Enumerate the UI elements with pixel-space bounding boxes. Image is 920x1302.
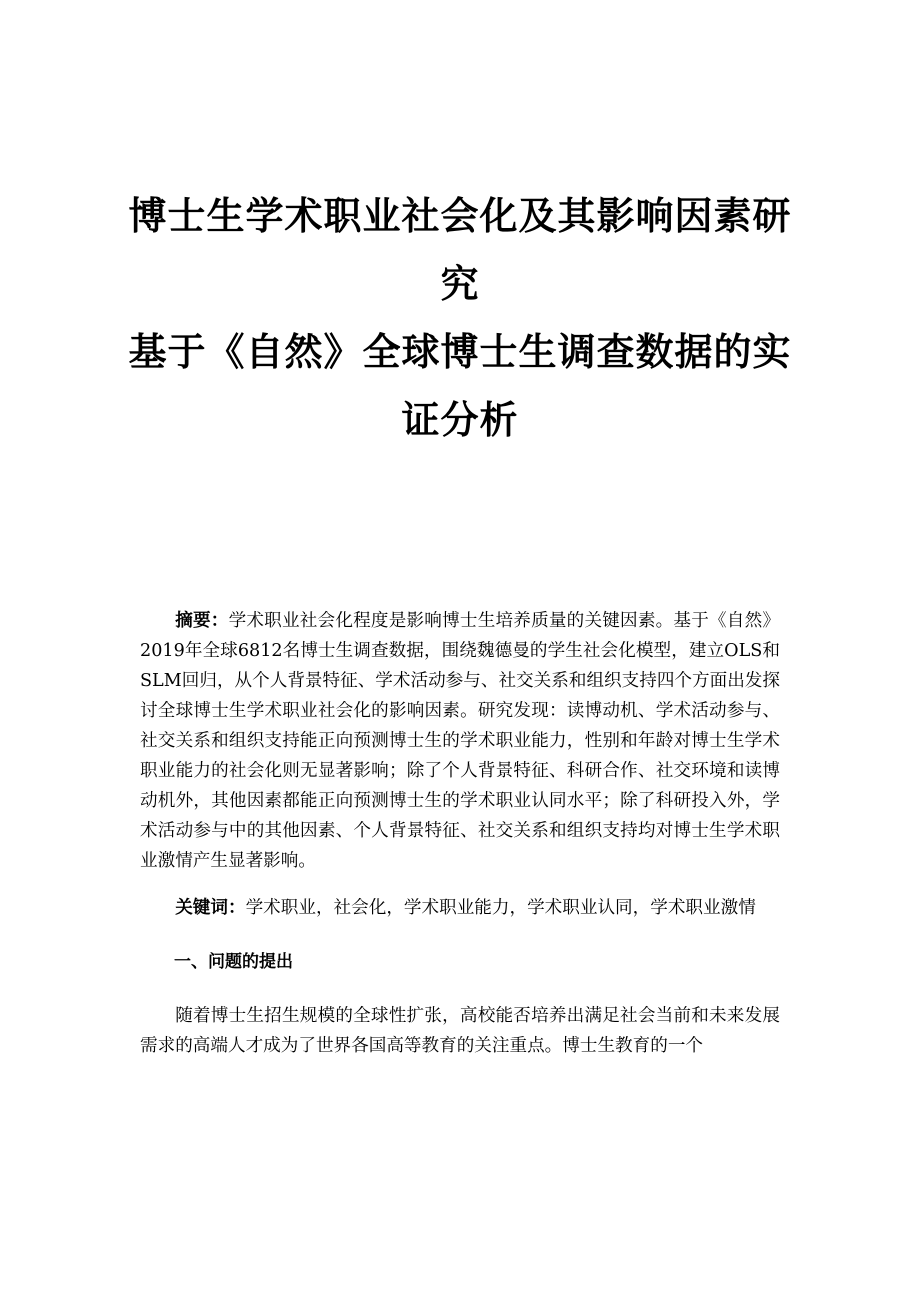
keywords-text: 学术职业，社会化，学术职业能力，学术职业认同，学术职业激情 (245, 898, 756, 918)
document-title (120, 182, 800, 454)
keywords-paragraph (140, 893, 780, 923)
title-main: 博士生学术职业社会化及其影响因素研究 (128, 194, 792, 306)
section-paragraph: 随着博士生招生规模的全球性扩张，高校能否培养出满足社会当前和未来发展需求的高端人才成为了世界各国高等教育的关注重点。博士生教育的一个 (140, 1006, 780, 1056)
document-body (140, 606, 780, 1061)
abstract-text: 学术职业社会化程度是影响博士生培养质量的关键因素。基于《自然》2019年全球6812名博士生调查数据，围绕魏德曼的学生社会化模型，建立OLS和SLM回归，从个人背景特征、学术活动参与、社交关系和组织支持四个方面出发探讨全球博士生学术职业社会化的影响因素。研究发现：读博动机、学术活动参与、社交关系和组织支持能正向预测博士生的学术职业能力，性别和年龄对博士生学术职业能力的社会化则无显著影响；除了个人背景特征、科研合作、社交环境和读博动机外，其他因素都能正向预测博士生的学术职业认同水平；除了科研投入外，学术活动参与中的其他因素、个人背景特征、社交关系和组织支持均对博士生学术职业激情产生显著影响。 (140, 611, 780, 871)
section-heading: 一、问题的提出 (174, 952, 293, 972)
keywords-label: 关键词： (175, 898, 246, 918)
abstract-paragraph (140, 606, 780, 876)
title-subtitle: 基于《自然》全球博士生调查数据的实证分析 (128, 330, 792, 442)
abstract-label: 摘要： (175, 611, 229, 631)
